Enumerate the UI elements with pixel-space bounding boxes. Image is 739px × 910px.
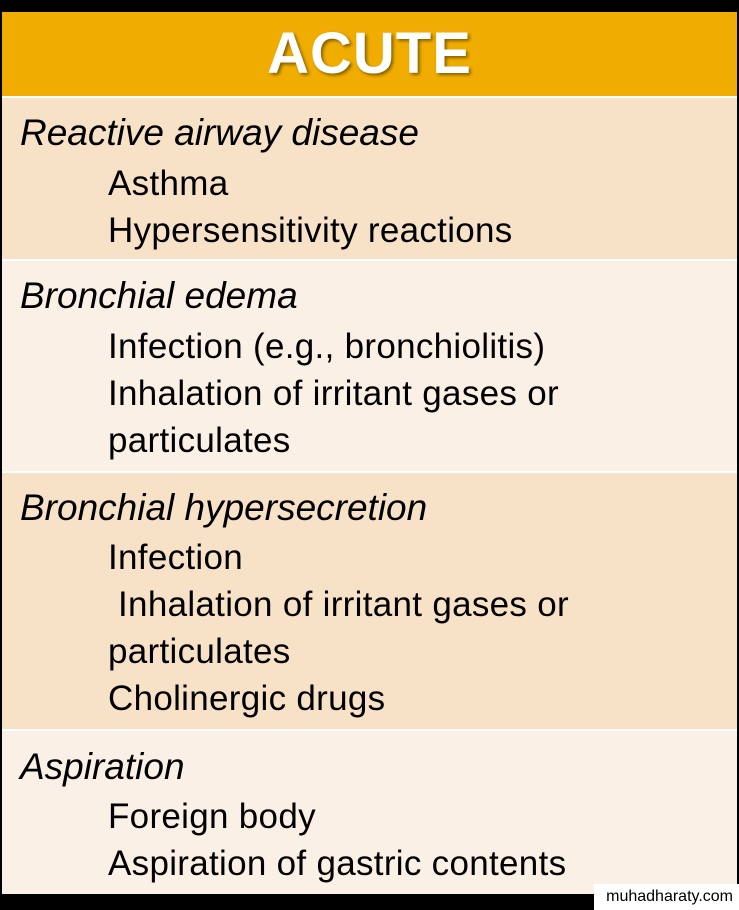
category-label: Bronchial edema [20,275,298,316]
list-item: Inhalation of irritant gases or [108,374,559,413]
table-row [2,731,737,894]
table-row [2,261,737,471]
list-item: Infection (e.g., bronchiolitis) [108,327,546,366]
header-title: ACUTE [267,21,472,86]
list-item: Infection [108,538,244,577]
list-item: Aspiration of gastric contents [108,844,567,883]
table-header [2,12,737,96]
list-item: Asthma [108,164,229,203]
category-label: Bronchial hypersecretion [20,487,428,528]
table-row [2,98,737,259]
list-item: Foreign body [108,797,316,836]
list-item: Hypersensitivity reactions [108,211,513,250]
list-item: particulates [108,421,291,460]
watermark: muhadharaty.com [594,884,739,910]
category-label: Aspiration [20,746,185,787]
list-item: Cholinergic drugs [108,679,386,718]
table-row [2,473,737,729]
list-item: particulates [108,632,291,671]
category-label: Reactive airway disease [20,112,419,153]
list-item: Inhalation of irritant gases or [108,585,569,624]
acute-causes-table [2,12,737,894]
